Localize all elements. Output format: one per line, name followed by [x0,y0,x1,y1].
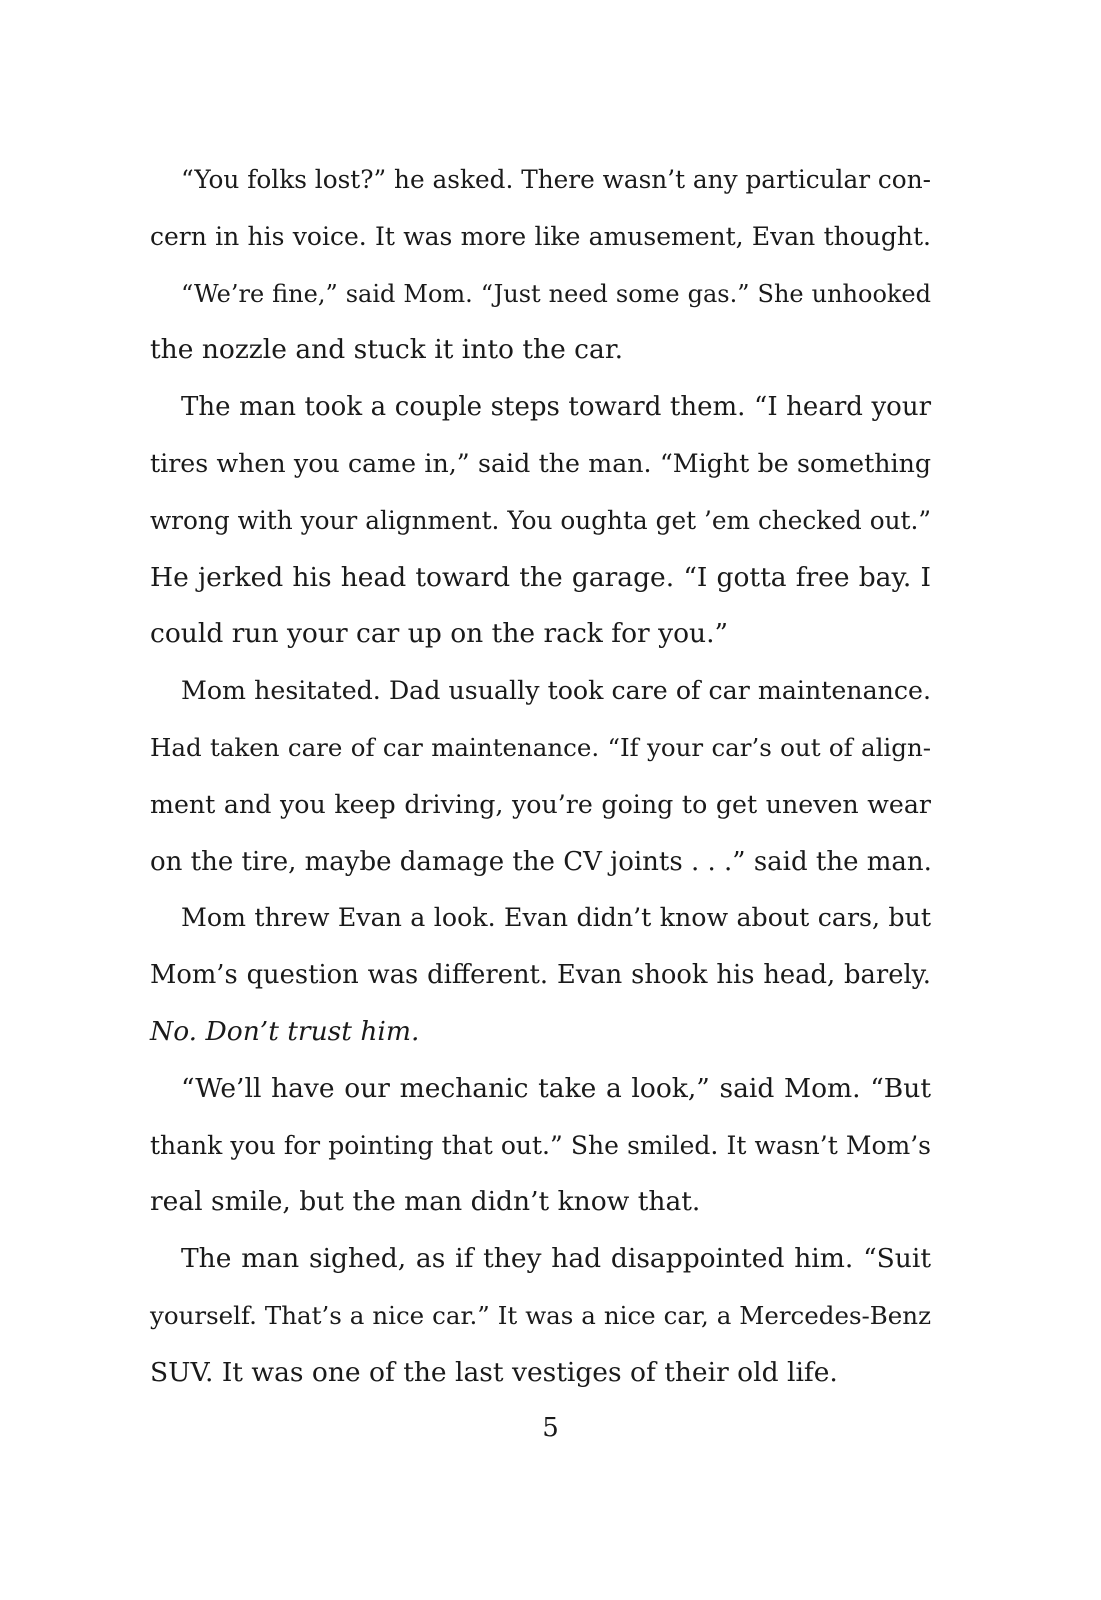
text-line: the nozzle and stuck it into the car. [150,334,624,366]
page-number: 5 [542,1413,559,1443]
text-line: Had taken care of car maintenance. “If your car’s out of align- [150,732,931,762]
text-line: Mom’s question was different. Evan shook his head, barely. [150,960,931,991]
body-text [150,152,931,1402]
text-line: SUV. It was one of the last vestiges of their old life. [150,1356,838,1388]
text-line: “You folks lost?” he asked. There wasn’t any particular con- [181,165,931,194]
text-line: “We’re fine,” said Mom. “Just need some gas.” She unhooked [181,279,931,308]
text-line: ment and you keep driving, you’re going to get uneven wear [150,789,931,819]
text-line: yourself. That’s a nice car.” It was a nice car, a Mercedes-Benz [150,1300,931,1330]
text-line: “We’ll have our mechanic take a look,” said Mom. “But [181,1072,931,1104]
italic-text-line: No. Don’t trust him. [150,1015,420,1047]
text-line: Mom threw Evan a look. Evan didn’t know about cars, but [181,903,931,933]
text-line: real smile, but the man didn’t know that. [150,1186,701,1218]
text-line: on the tire, maybe damage the CV joints . . .” said the man. [150,846,932,877]
text-line: thank you for pointing that out.” She smiled. It wasn’t Mom’s [150,1130,931,1160]
text-line: The man took a couple steps toward them. “I heard your [181,392,931,423]
text-line: Mom hesitated. Dad usually took care of car maintenance. [181,676,931,706]
text-line: wrong with your alignment. You oughta get ’em checked out.” [150,505,931,535]
text-line: tires when you came in,” said the man. “Might be something [150,448,931,478]
text-line: He jerked his head toward the garage. “I gotta free bay. I [150,561,931,593]
text-line: cern in his voice. It was more like amusement, Evan thought. [150,221,931,251]
text-line: could run your car up on the rack for you.” [150,618,729,650]
text-line: The man sighed, as if they had disappointed him. “Suit [181,1243,931,1275]
